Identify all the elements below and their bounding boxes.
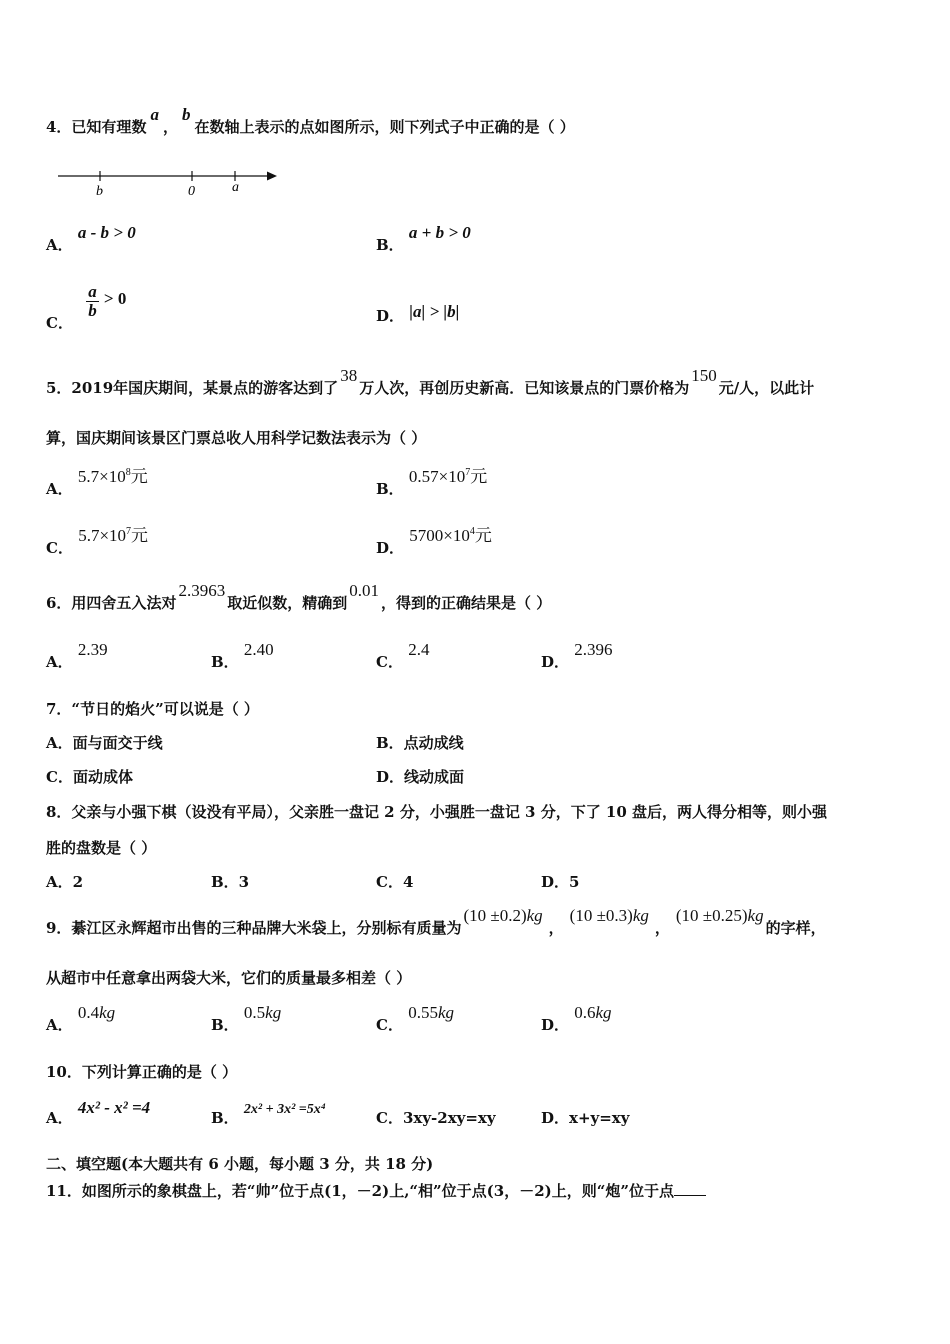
q5-option-a[interactable] [46, 467, 148, 499]
option-value: 2.39 [77, 640, 108, 659]
q10-option-a[interactable] [46, 1098, 151, 1128]
option-expr: |a| > |b| [409, 302, 460, 321]
option-fraction [86, 283, 99, 320]
q7-option-b[interactable]: B．点动成线 [376, 734, 464, 752]
q9-mass-2 [570, 906, 649, 925]
q5-option-b[interactable] [376, 467, 488, 499]
q4-comma: ， [162, 118, 178, 136]
mass-unit: kg [747, 906, 764, 925]
option-letter: B． [376, 236, 404, 254]
q7-option-a[interactable]: A．面与面交于线 [46, 734, 163, 752]
q4-var-b: b [181, 105, 191, 124]
q8-option-a[interactable]: A．2 [46, 873, 84, 891]
option-letter: A． [46, 480, 73, 498]
option-unit: 元 [130, 467, 148, 486]
q7-stem: 7．“节日的焰火”可以说是（ ） [46, 700, 259, 718]
q4-option-c[interactable] [46, 282, 127, 332]
option-letter: B． [376, 480, 404, 498]
q10-option-d[interactable]: D．x+y=xy [541, 1109, 630, 1127]
fraction-denominator: b [88, 301, 97, 320]
option-value: 0.4 [77, 1003, 100, 1022]
q10-stem: 10．下列计算正确的是（ ） [46, 1063, 238, 1081]
option-expr: 4x² - x² =4 [77, 1098, 151, 1117]
option-unit: kg [595, 1003, 612, 1022]
option-unit: kg [437, 1003, 454, 1022]
q10-option-b[interactable] [211, 1102, 326, 1128]
q9-stem-line2: 从超市中任意拿出两袋大米，它们的质量最多相差（ ） [46, 969, 412, 987]
q8-option-b[interactable]: B．3 [211, 873, 250, 891]
separator: ， [654, 919, 670, 937]
option-base: 5.7×10 [77, 467, 126, 486]
q8-option-c[interactable]: C．4 [376, 873, 414, 891]
option-letter: A． [46, 236, 73, 254]
option-unit: kg [99, 1003, 116, 1022]
option-letter: C． [376, 1016, 403, 1034]
number-line-label-b: b [96, 184, 103, 199]
option-base: 0.57×10 [408, 467, 466, 486]
q9-stem-pre: 9．綦江区永辉超市出售的三种品牌大米袋上，分别标有质量为 [46, 919, 462, 937]
q9-mass-1 [463, 906, 542, 925]
mass-value: (10 ±0.25) [675, 906, 748, 925]
option-exponent: 7 [126, 526, 132, 537]
option-letter: C． [46, 313, 73, 332]
q6-option-b[interactable] [211, 640, 274, 672]
option-unit: kg [265, 1003, 282, 1022]
q6-option-c[interactable] [376, 640, 430, 672]
q6-option-d[interactable] [541, 640, 613, 672]
option-unit: 元 [470, 467, 488, 486]
q5-ticket-price: 150 [691, 366, 717, 385]
q9-stem-line1 [46, 906, 826, 938]
separator: ， [548, 919, 564, 937]
mass-value: (10 ±0.2) [463, 906, 527, 925]
option-value: 0.6 [574, 1003, 596, 1022]
option-letter: A． [46, 1109, 73, 1127]
q6-number: 2.3963 [178, 581, 226, 600]
q5-stem-mid: 万人次，再创历史新高．已知该景点的门票价格为 [359, 379, 690, 397]
number-line [55, 165, 285, 201]
option-value: 2.4 [408, 640, 430, 659]
q11-stem-text: 11．如图所示的象棋盘上，若“帅”位于点(1，－2)上,“相”位于点(3，－2)上，则“炮”位于点 [46, 1182, 675, 1200]
q4-stem [46, 105, 575, 137]
q9-option-c[interactable] [376, 1003, 454, 1035]
q4-option-b[interactable] [376, 223, 471, 255]
option-letter: A． [46, 1016, 73, 1034]
mass-unit: kg [526, 906, 543, 925]
answer-blank[interactable] [674, 1183, 706, 1196]
number-line-arrow [267, 172, 277, 181]
q6-precision: 0.01 [349, 581, 379, 600]
q10-option-c[interactable]: C．3xy-2xy=xy [376, 1109, 496, 1127]
option-relation: > 0 [103, 288, 127, 308]
option-letter: C． [46, 539, 73, 557]
option-unit: 元 [131, 526, 149, 545]
q7-option-c[interactable]: C．面动成体 [46, 768, 133, 786]
q5-option-d[interactable] [376, 526, 492, 558]
option-letter: C． [376, 653, 403, 671]
q9-stem-post: 的字样， [765, 919, 826, 937]
q8-stem-line1: 8．父亲与小强下棋（设没有平局），父亲胜一盘记 2 分，小强胜一盘记 3 分，下了 10 盘后，两人得分相等，则小强 [46, 803, 828, 821]
q5-stem-pre: 5．2019年国庆期间，某景点的游客达到了 [46, 379, 339, 397]
option-value: 0.55 [408, 1003, 438, 1022]
q9-option-d[interactable] [541, 1003, 612, 1035]
q6-option-a[interactable] [46, 640, 108, 672]
option-base: 5700×10 [409, 526, 470, 545]
option-letter: B． [211, 1016, 239, 1034]
fraction-numerator: a [88, 282, 97, 301]
number-line-label-0: 0 [188, 184, 195, 199]
option-letter: A． [46, 653, 73, 671]
q4-var-a: a [150, 105, 159, 124]
option-letter: B． [211, 653, 239, 671]
option-letter: D． [376, 307, 405, 325]
option-letter: D． [541, 1016, 570, 1034]
option-value: 2.40 [243, 640, 274, 659]
option-exponent: 8 [125, 467, 131, 478]
option-base: 5.7×10 [78, 526, 127, 545]
option-exponent: 7 [465, 467, 471, 478]
option-letter: B． [211, 1109, 239, 1127]
q11-stem [46, 1180, 706, 1201]
q7-option-d[interactable]: D．线动成面 [376, 768, 465, 786]
option-unit: 元 [474, 526, 492, 545]
q9-option-a[interactable] [46, 1003, 116, 1035]
q5-option-c[interactable] [46, 526, 149, 558]
mass-value: (10 ±0.3) [569, 906, 633, 925]
q5-visitor-count: 38 [340, 366, 358, 385]
number-line-label-a: a [232, 180, 239, 195]
q6-stem-pre: 6．用四舍五入法对 [46, 594, 177, 612]
q5-stem-line1 [46, 366, 815, 398]
option-expr: a - b > 0 [77, 223, 136, 242]
q9-mass-3 [676, 906, 764, 925]
q5-stem-line2: 算，国庆期间该景区门票总收人用科学记数法表示为（ ） [46, 429, 427, 447]
q9-option-b[interactable] [211, 1003, 282, 1035]
option-expr: 2x² + 3x² =5x⁴ [243, 1102, 326, 1117]
option-letter: D． [376, 539, 405, 557]
option-expr: a + b > 0 [408, 223, 471, 242]
mass-unit: kg [632, 906, 649, 925]
q4-option-a[interactable] [46, 223, 136, 255]
q4-stem-pre: 4．已知有理数 [46, 118, 147, 136]
q8-option-d[interactable]: D．5 [541, 873, 580, 891]
q6-stem [46, 581, 552, 613]
q6-stem-post: ，得到的正确结果是（ ） [380, 594, 552, 612]
option-value: 2.396 [574, 640, 613, 659]
option-value: 0.5 [243, 1003, 266, 1022]
option-exponent: 4 [469, 526, 475, 537]
q4-stem-post: 在数轴上表示的点如图所示，则下列式子中正确的是（ ） [194, 118, 575, 136]
q5-stem-post: 元/人，以此计 [718, 379, 815, 397]
section-title-fill-in: 二、填空题(本大题共有 6 小题，每小题 3 分，共 18 分) [46, 1155, 434, 1173]
q8-stem-line2: 胜的盘数是（ ） [46, 839, 157, 857]
option-letter: D． [541, 653, 570, 671]
q4-option-d[interactable] [376, 302, 460, 326]
q6-stem-mid: 取近似数，精确到 [227, 594, 348, 612]
